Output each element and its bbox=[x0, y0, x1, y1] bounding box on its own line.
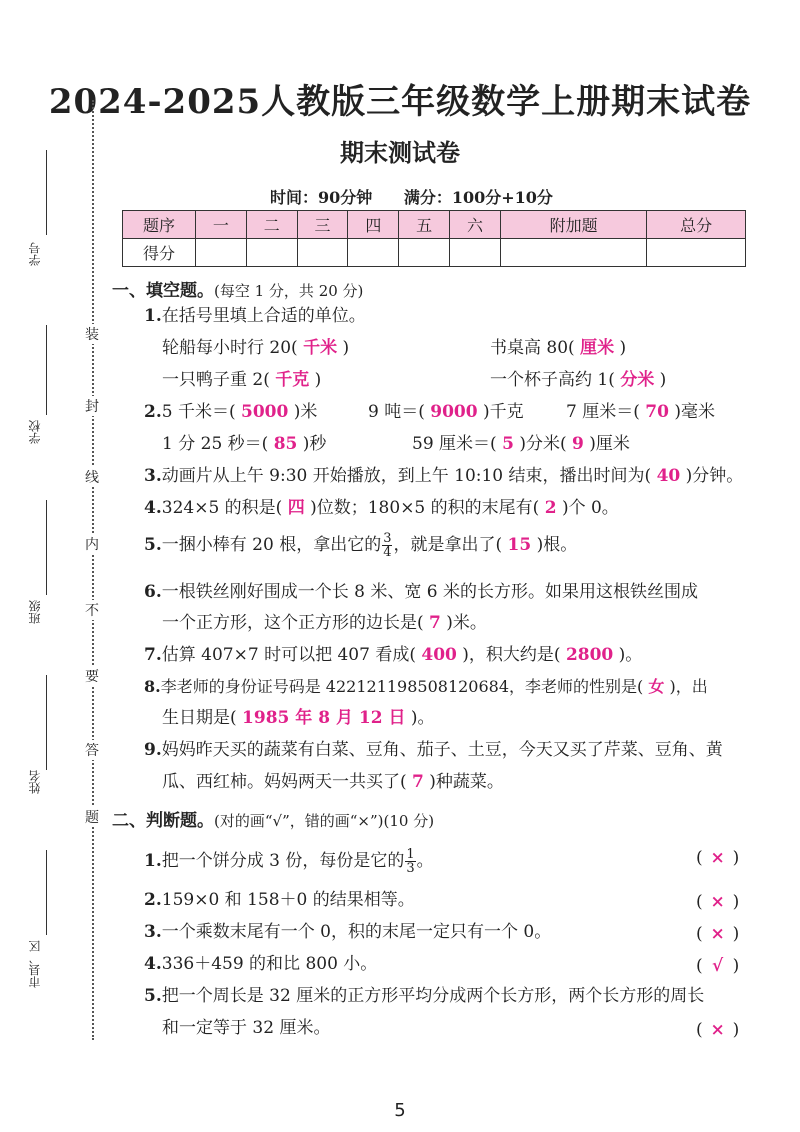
judge-mark-2: ( × ) bbox=[696, 892, 740, 912]
answer: 85 bbox=[273, 434, 298, 454]
answer: 40 bbox=[656, 466, 681, 486]
question-6 bbox=[144, 584, 698, 601]
judge-item-3 bbox=[144, 924, 551, 941]
score-header-cell: 二 bbox=[246, 211, 297, 239]
answer-mark: × bbox=[710, 848, 725, 868]
score-header-cell: 四 bbox=[348, 211, 399, 239]
question-number: 1. bbox=[144, 851, 162, 871]
question-5 bbox=[144, 532, 577, 559]
answer: 7 bbox=[429, 613, 441, 633]
score-cell[interactable] bbox=[647, 239, 746, 267]
question-text: 9 吨＝( bbox=[368, 402, 425, 422]
score-cell[interactable] bbox=[348, 239, 399, 267]
question-9-line2 bbox=[162, 774, 504, 791]
question-text: 把一个周长是 32 厘米的正方形平均分成两个长方形，两个长方形的周长 bbox=[161, 986, 705, 1006]
question-text: )，出 bbox=[669, 677, 708, 696]
section-note: (每空 1 分，共 20 分) bbox=[214, 282, 364, 300]
question-text: 159×0 和 158＋0 的结果相等。 bbox=[161, 890, 415, 910]
question-9 bbox=[144, 742, 723, 759]
question-text: 1 分 25 秒＝( bbox=[162, 434, 269, 454]
question-8 bbox=[144, 679, 708, 695]
seal-char: 要 bbox=[82, 666, 102, 686]
score-row-label: 得分 bbox=[123, 239, 196, 267]
question-text: 324×5 的积是( bbox=[161, 498, 283, 518]
question-text: )种蔬菜。 bbox=[429, 772, 504, 792]
question-text: 59 厘米＝( bbox=[412, 434, 497, 454]
question-text: )根。 bbox=[536, 535, 578, 555]
question-7 bbox=[144, 647, 642, 664]
judge-item-5-line2 bbox=[162, 1020, 330, 1037]
question-text: )，积大约是( bbox=[462, 645, 561, 665]
seal-char: 装 bbox=[82, 324, 102, 344]
answer: 7 bbox=[412, 772, 424, 792]
question-text: )分钟。 bbox=[685, 466, 744, 486]
fraction bbox=[382, 532, 392, 559]
question-text: 一个杯子高约 1( bbox=[490, 370, 615, 390]
district-label: 市县、区 bbox=[28, 940, 42, 988]
score-header-cell: 总分 bbox=[647, 211, 746, 239]
score-header-cell: 一 bbox=[196, 211, 247, 239]
judge-item-5 bbox=[144, 988, 704, 1005]
question-2e bbox=[412, 436, 630, 453]
question-text: 一捆小棒有 20 根，拿出它的 bbox=[161, 535, 382, 555]
answer: 厘米 bbox=[580, 338, 615, 358]
question-number: 3. bbox=[144, 922, 162, 942]
question-text: ) bbox=[619, 338, 627, 358]
fraction-numerator: 3 bbox=[383, 531, 392, 546]
question-number: 6. bbox=[144, 582, 162, 602]
question-text: ) bbox=[342, 338, 350, 358]
question-text: ，就是拿出了( bbox=[393, 535, 503, 555]
question-2d bbox=[162, 436, 326, 453]
fraction bbox=[405, 848, 415, 875]
question-text: 一个正方形，这个正方形的边长是( bbox=[162, 613, 424, 633]
question-1b bbox=[490, 340, 626, 357]
score-cell[interactable] bbox=[399, 239, 450, 267]
class-rule bbox=[46, 500, 47, 595]
answer: 2800 bbox=[565, 645, 614, 665]
score-header-cell: 三 bbox=[297, 211, 348, 239]
answer: 15 bbox=[507, 535, 532, 555]
question-text: )千克 bbox=[483, 402, 524, 422]
question-text: )。 bbox=[618, 645, 643, 665]
question-number: 2. bbox=[144, 890, 162, 910]
judge-mark-5: ( × ) bbox=[696, 1020, 740, 1040]
score-table-score-row bbox=[123, 239, 746, 267]
question-text: 一只鸭子重 2( bbox=[162, 370, 270, 390]
school-rule bbox=[46, 325, 47, 415]
question-number: 9. bbox=[144, 740, 162, 760]
question-text: 。 bbox=[416, 851, 434, 871]
section-title: 一、填空题。 bbox=[112, 281, 214, 301]
answer: 分米 bbox=[620, 370, 655, 390]
answer-mark: × bbox=[710, 1020, 725, 1040]
score-cell[interactable] bbox=[500, 239, 646, 267]
question-number: 5. bbox=[144, 535, 162, 555]
judge-item-4 bbox=[144, 956, 377, 973]
question-text: )厘米 bbox=[589, 434, 630, 454]
question-text: 在括号里填上合适的单位。 bbox=[161, 306, 366, 326]
seal-char: 答 bbox=[82, 740, 102, 760]
question-number: 4. bbox=[144, 954, 162, 974]
question-2c bbox=[566, 404, 715, 421]
judge-mark-4: ( √ ) bbox=[696, 956, 740, 976]
question-number: 8. bbox=[144, 677, 161, 696]
exam-full-score: 满分：100分+10分 bbox=[403, 188, 553, 207]
question-text: )位数；180×5 的积的末尾有( bbox=[310, 498, 540, 518]
score-header-cell: 六 bbox=[450, 211, 501, 239]
question-8-line2 bbox=[162, 710, 435, 727]
name-rule bbox=[46, 675, 47, 770]
judge-item-2 bbox=[144, 892, 415, 909]
section-note: (对的画“√”，错的画“×”)(10 分) bbox=[214, 812, 435, 830]
question-text: 和一定等于 32 厘米。 bbox=[162, 1018, 331, 1038]
section-title: 二、判断题。 bbox=[112, 811, 214, 831]
answer: 9000 bbox=[430, 402, 478, 422]
question-text: ) bbox=[314, 370, 322, 390]
seal-char: 不 bbox=[82, 600, 102, 620]
exam-info bbox=[270, 185, 579, 208]
question-text: ) bbox=[659, 370, 667, 390]
question-4 bbox=[144, 500, 619, 517]
student-id-rule bbox=[46, 150, 47, 235]
question-text: 一根铁丝刚好围成一个长 8 米、宽 6 米的长方形。如果用这根铁丝围成 bbox=[161, 582, 698, 602]
question-text: 一个乘数末尾有一个 0，积的末尾一定只有一个 0。 bbox=[161, 922, 552, 942]
question-6-line2 bbox=[162, 615, 487, 632]
answer: 9 bbox=[572, 434, 584, 454]
question-text: 7 厘米＝( bbox=[566, 402, 640, 422]
page-subtitle: 期末测试卷 bbox=[340, 138, 460, 167]
question-text: 5 千米＝( bbox=[161, 402, 236, 422]
score-cell[interactable] bbox=[246, 239, 297, 267]
question-text: )米 bbox=[293, 402, 318, 422]
question-1a bbox=[162, 340, 349, 357]
answer-mark: × bbox=[710, 924, 725, 944]
question-text: )分米( bbox=[519, 434, 567, 454]
seal-dotted-line bbox=[92, 100, 94, 1040]
score-cell[interactable] bbox=[450, 239, 501, 267]
class-label: 班级 bbox=[28, 600, 42, 624]
question-text: )米。 bbox=[446, 613, 487, 633]
question-number: 2. bbox=[144, 402, 162, 422]
question-number: 1. bbox=[144, 306, 162, 326]
student-id-label: 学号 bbox=[28, 242, 42, 266]
school-label: 学校 bbox=[28, 420, 42, 444]
question-1d bbox=[490, 372, 666, 389]
fraction-numerator: 1 bbox=[406, 847, 415, 862]
name-label: 姓名 bbox=[28, 770, 42, 794]
score-header-cell: 附加题 bbox=[500, 211, 646, 239]
question-text: 书桌高 80( bbox=[490, 338, 575, 358]
seal-char: 封 bbox=[82, 396, 102, 416]
question-text: )毫米 bbox=[674, 402, 715, 422]
question-number: 3. bbox=[144, 466, 162, 486]
question-2-row1 bbox=[144, 404, 317, 421]
exam-time: 时间：90分钟 bbox=[270, 188, 373, 207]
seal-char: 线 bbox=[82, 467, 102, 487]
question-1c bbox=[162, 372, 321, 389]
seal-char: 内 bbox=[82, 534, 102, 554]
question-text: 轮船每小时行 20( bbox=[162, 338, 298, 358]
fraction-denominator: 3 bbox=[406, 861, 415, 876]
answer: 千米 bbox=[303, 338, 338, 358]
answer: 2 bbox=[544, 498, 557, 518]
judge-mark-1: ( × ) bbox=[696, 848, 740, 868]
score-table-header-row bbox=[123, 211, 746, 239]
answer: 1985 年 8 月 12 日 bbox=[242, 708, 406, 728]
district-rule bbox=[46, 850, 47, 935]
page-number: 5 bbox=[394, 1100, 406, 1121]
answer-mark: × bbox=[710, 892, 725, 912]
score-header-cell: 题序 bbox=[123, 211, 196, 239]
judge-mark-3: ( × ) bbox=[696, 924, 740, 944]
question-1 bbox=[144, 308, 366, 325]
question-text: 妈妈昨天买的蔬菜有白菜、豆角、茄子、土豆，今天又买了芹菜、豆角、黄 bbox=[161, 740, 723, 760]
seal-char: 题 bbox=[82, 807, 102, 827]
score-header-cell: 五 bbox=[399, 211, 450, 239]
question-text: 李老师的身份证号码是 422121198508120684，李老师的性别是( bbox=[160, 677, 644, 696]
answer: 千克 bbox=[275, 370, 310, 390]
question-text: 把一个饼分成 3 份，每份是它的 bbox=[161, 851, 405, 871]
answer-mark: √ bbox=[712, 956, 724, 976]
score-cell[interactable] bbox=[297, 239, 348, 267]
score-table bbox=[122, 210, 746, 267]
question-text: )秒 bbox=[302, 434, 327, 454]
judge-item-1 bbox=[144, 848, 434, 875]
question-number: 5. bbox=[144, 986, 162, 1006]
question-3 bbox=[144, 468, 743, 485]
fraction-denominator: 4 bbox=[383, 545, 392, 560]
page-title: 2024-2025人教版三年级数学上册期末试卷 bbox=[48, 82, 752, 122]
question-text: 动画片从上午 9:30 开始播放，到上午 10:10 结束，播出时间为( bbox=[161, 466, 652, 486]
question-number: 7. bbox=[144, 645, 162, 665]
question-text: )个 0。 bbox=[561, 498, 619, 518]
question-text: 估算 407×7 时可以把 407 看成( bbox=[161, 645, 416, 665]
question-text: 瓜、西红柿。妈妈两天一共买了( bbox=[162, 772, 407, 792]
answer: 女 bbox=[648, 677, 665, 696]
answer: 70 bbox=[645, 402, 669, 422]
question-number: 4. bbox=[144, 498, 162, 518]
answer: 四 bbox=[287, 498, 305, 518]
score-cell[interactable] bbox=[196, 239, 247, 267]
question-text: 生日期是( bbox=[162, 708, 237, 728]
answer: 400 bbox=[421, 645, 457, 665]
question-2b bbox=[368, 404, 524, 421]
section-true-false-title bbox=[112, 806, 434, 831]
answer: 5000 bbox=[241, 402, 289, 422]
section-fill-blank-title bbox=[112, 276, 363, 301]
question-text: 336＋459 的和比 800 小。 bbox=[161, 954, 378, 974]
answer: 5 bbox=[502, 434, 514, 454]
question-text: )。 bbox=[410, 708, 435, 728]
